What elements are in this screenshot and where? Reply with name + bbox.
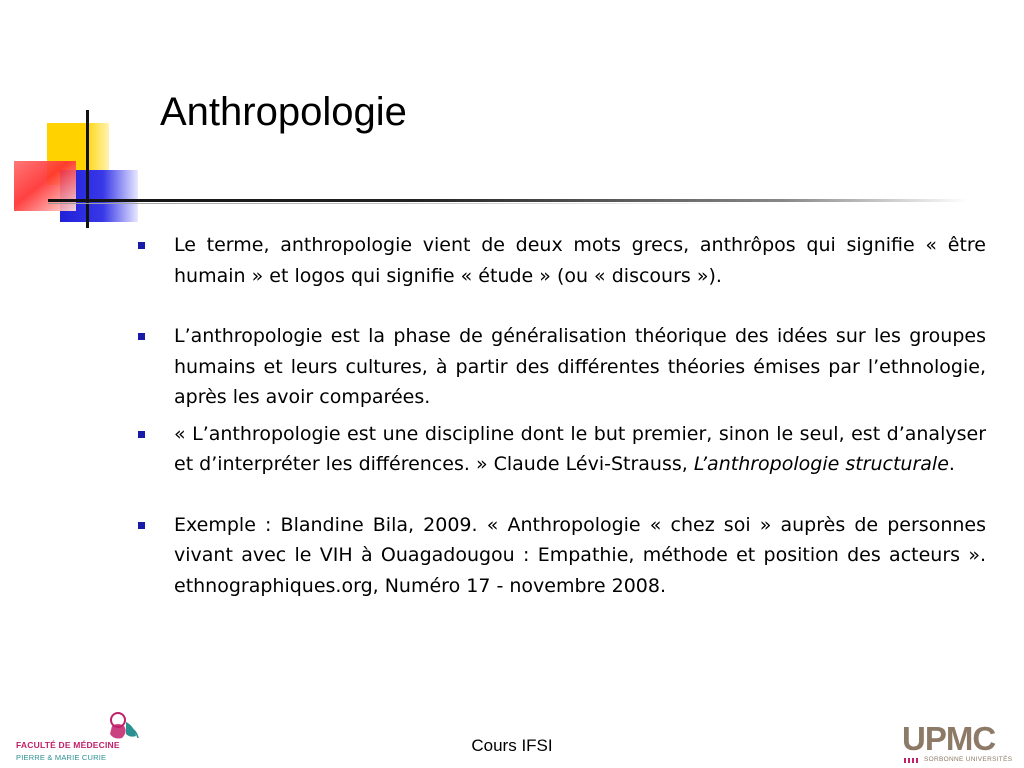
upmc-subtitle: SORBONNE UNIVERSITÉS	[924, 756, 1013, 763]
square-bullet-icon	[138, 431, 145, 438]
slide-title: Anthropologie	[160, 90, 407, 134]
bullet-item	[134, 510, 986, 602]
slide-footer: Cours IFSI	[471, 736, 553, 755]
upmc-logo-icon: UPMC	[902, 720, 996, 757]
bullet-tail: .	[948, 453, 955, 475]
bullet-item	[134, 419, 986, 480]
bullet-text: « L’anthropologie est une discipline dont le but premier, sinon le seul, est d’analyser et d’interpréter les différences. » Claude Lévi-Strauss,	[174, 422, 986, 475]
book-title: L’anthropologie structurale	[693, 453, 949, 475]
square-bullet-icon	[138, 333, 145, 340]
title-underline-shadow	[48, 203, 748, 204]
faculty-name: FACULTÉ DE MÉDECINE	[16, 740, 120, 750]
faculty-logo	[16, 710, 144, 762]
square-bullet-icon	[138, 522, 145, 529]
bullet-item	[134, 321, 986, 413]
bullet-text: L’anthropologie est la phase de généralisation théorique des idées sur les groupes humains et leurs cultures, à partir des différentes théories émises par l’ethnologie, après les avoir comparées.	[174, 325, 986, 408]
title-underline	[48, 199, 968, 202]
upmc-logo	[902, 722, 1014, 766]
bullet-item	[134, 230, 986, 291]
bullet-text: Exemple : Blandine Bila, 2009. « Anthropologie « chez soi » auprès de personnes vivant avec le VIH à Ouagadougou : Empathie, méthode et position des acteurs ». ethnographiques.org, Numéro 17 - novembre 2008.	[174, 513, 986, 597]
bullet-text: Le terme, anthropologie vient de deux mots grecs, anthrôpos qui signifie « être humain » et logos qui signifie « étude » (ou « discours »).	[174, 234, 986, 287]
square-bullet-icon	[138, 242, 145, 249]
decor-vertical-line	[86, 110, 89, 228]
faculty-subname: PIERRE & MARIE CURIE	[16, 753, 107, 762]
bullet-list	[134, 230, 986, 601]
upmc-bars-icon	[904, 758, 920, 763]
faculty-logo-icon	[16, 710, 144, 742]
